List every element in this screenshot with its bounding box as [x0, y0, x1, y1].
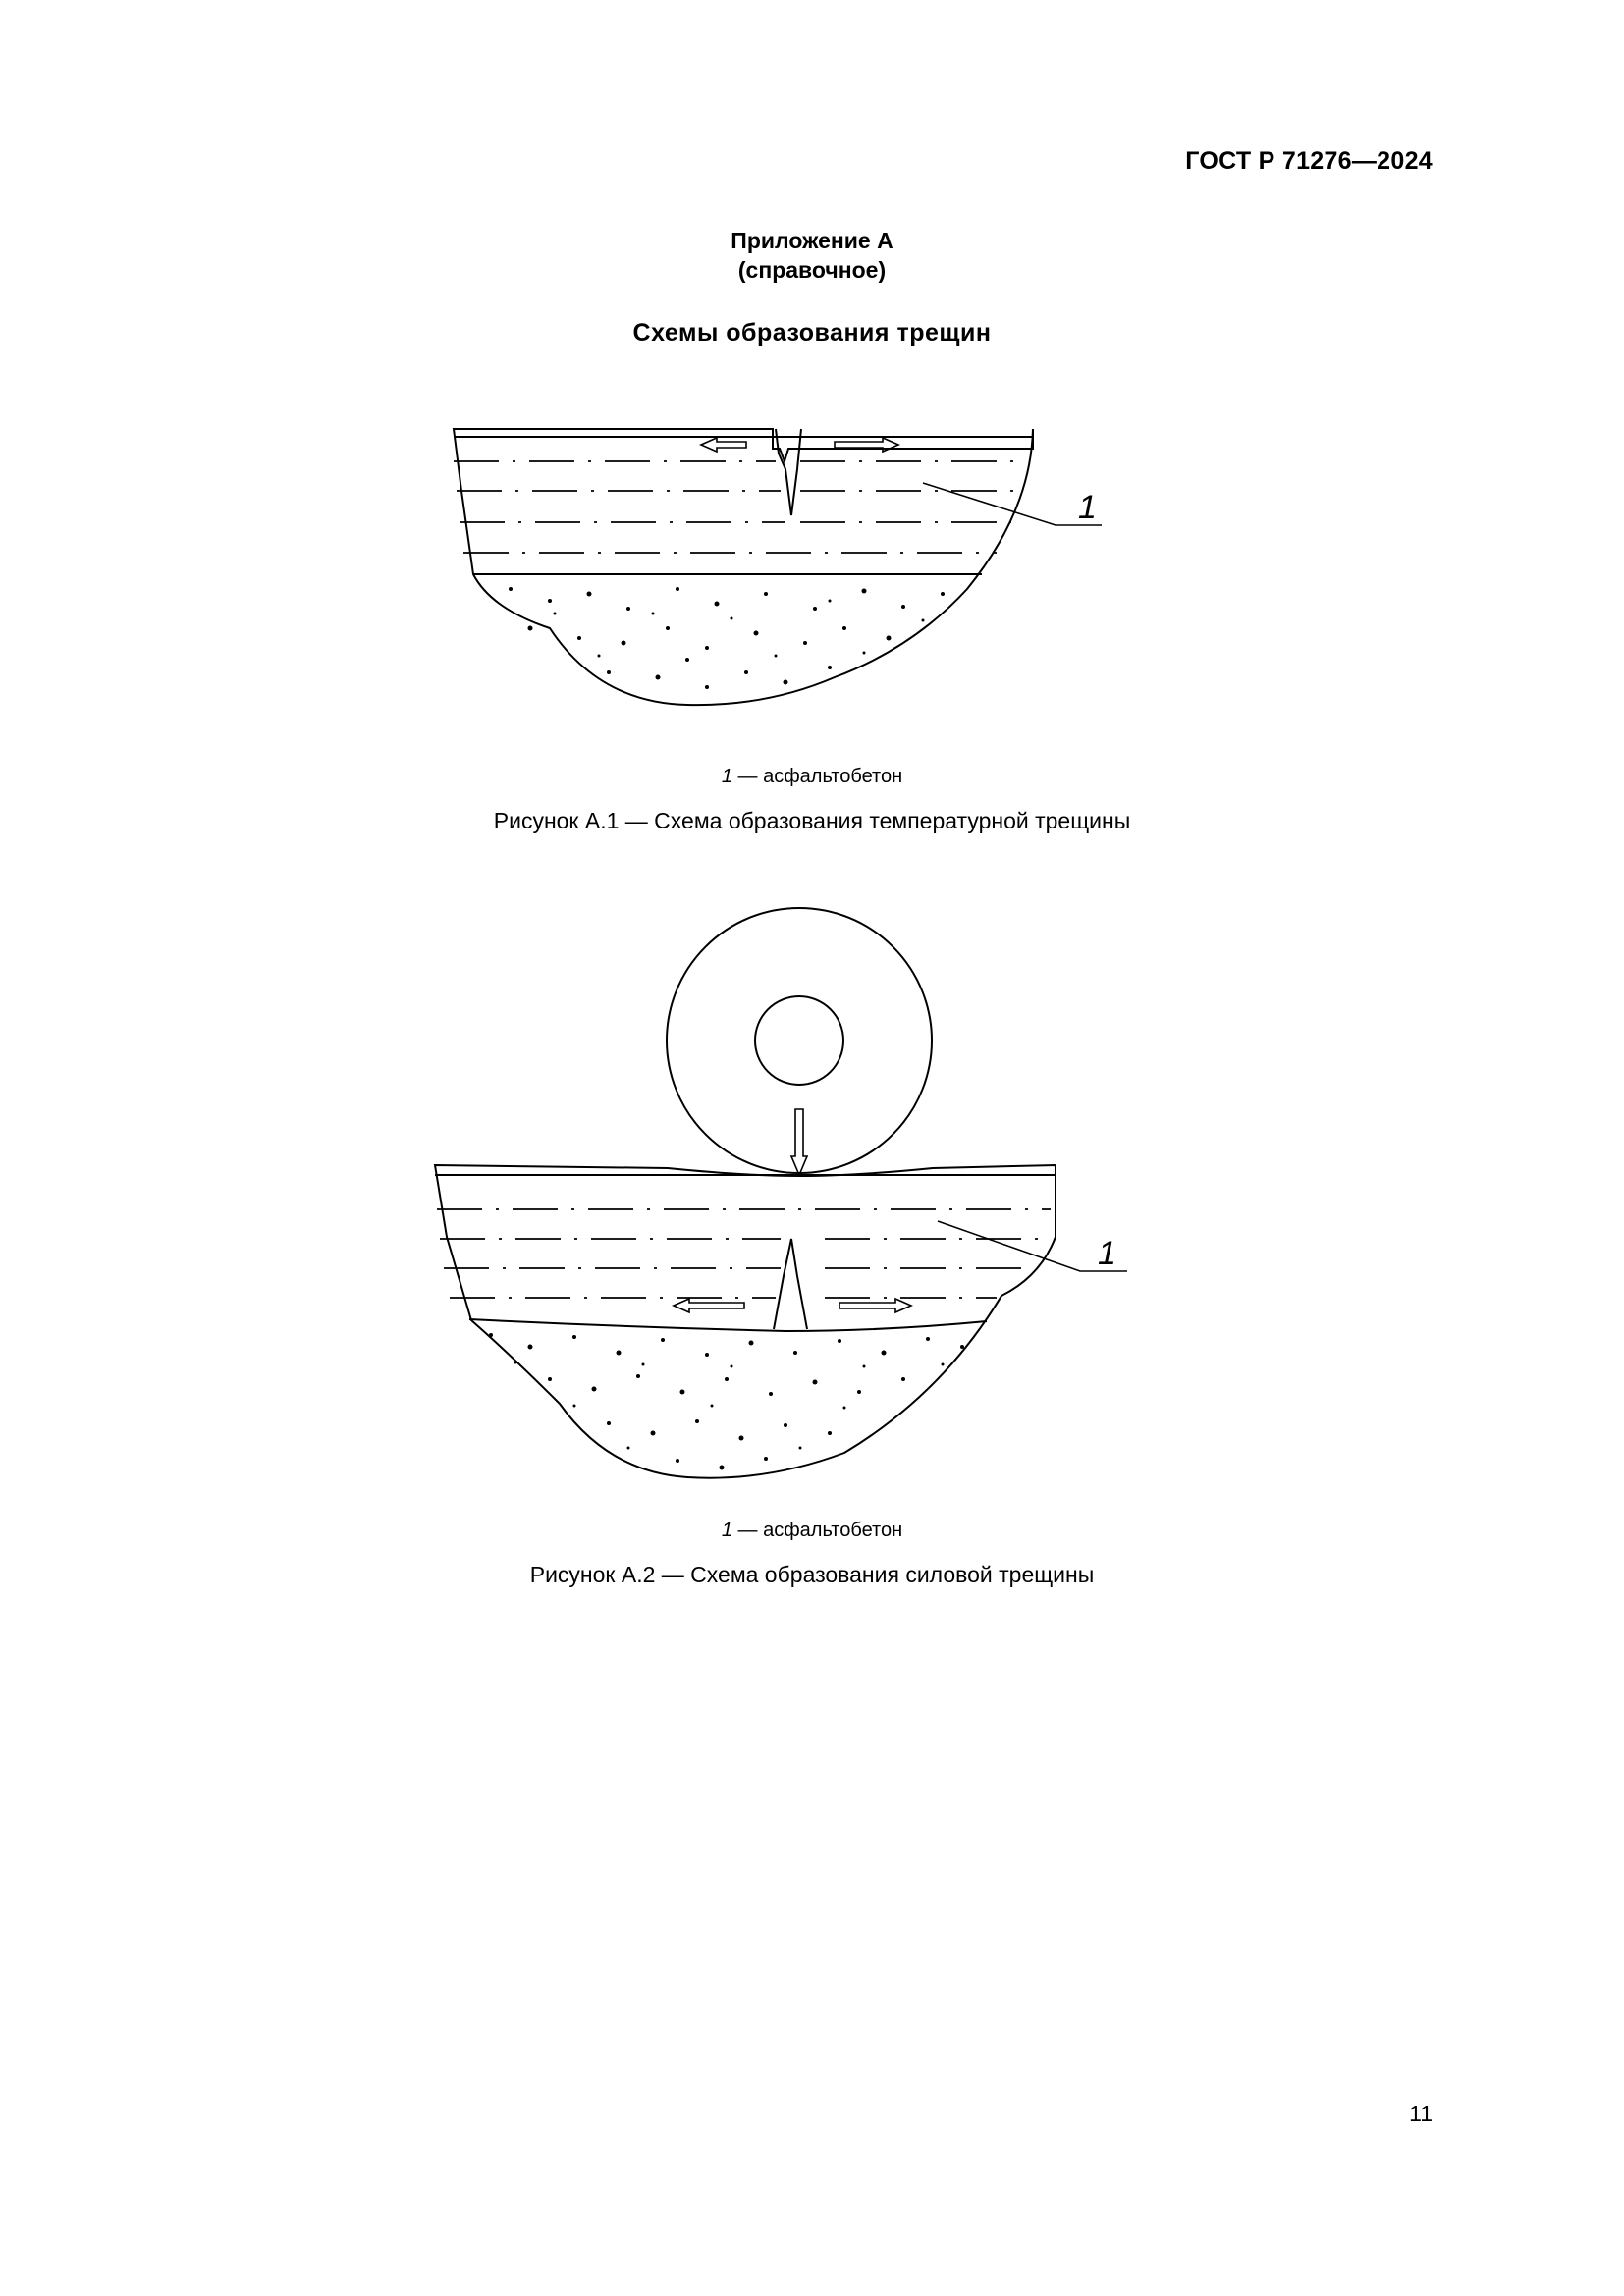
standard-designation: ГОСТ Р 71276—2024 — [1185, 147, 1433, 175]
fig1-base-dots — [509, 587, 945, 689]
figure-2-legend-text: — асфальтобетон — [731, 1520, 903, 1541]
fig1-arrow-left — [701, 438, 746, 452]
figure-2-legend-number: 1 — [721, 1520, 732, 1541]
fig2-asphalt-base — [469, 1319, 987, 1331]
section-title: Схемы образования трещин — [632, 319, 992, 347]
figure-1-caption: Рисунок А.1 — Схема образования температурной трещины — [493, 808, 1131, 833]
fig2-wheel-outer — [667, 908, 932, 1173]
figure-a2-diagram — [435, 908, 1127, 1478]
figure-2-legend — [0, 1520, 1624, 1542]
fig2-crack — [774, 1239, 807, 1329]
fig2-callout-number: 1 — [1098, 1235, 1116, 1272]
fig1-asphalt-outline — [454, 429, 1033, 705]
fig2-arrow-right — [839, 1299, 911, 1312]
page-number: 11 — [1409, 2101, 1433, 2126]
fig2-arrow-left — [674, 1299, 744, 1312]
figure-1-legend — [0, 766, 1624, 788]
fig1-callout-number: 1 — [1078, 489, 1097, 526]
figure-a1-diagram — [454, 429, 1102, 705]
appendix-type: (справочное) — [737, 257, 887, 283]
figure-1-legend-number: 1 — [721, 766, 732, 787]
figure-1-legend-text: — асфальтобетон — [731, 766, 903, 787]
fig1-crack — [776, 429, 801, 515]
fig2-base-dots — [489, 1333, 964, 1470]
appendix-title: Приложение А — [731, 228, 893, 253]
fig2-wheel-inner — [755, 996, 843, 1085]
fig2-load-arrow — [791, 1109, 807, 1175]
figure-2-caption: Рисунок А.2 — Схема образования силовой трещины — [529, 1562, 1095, 1587]
